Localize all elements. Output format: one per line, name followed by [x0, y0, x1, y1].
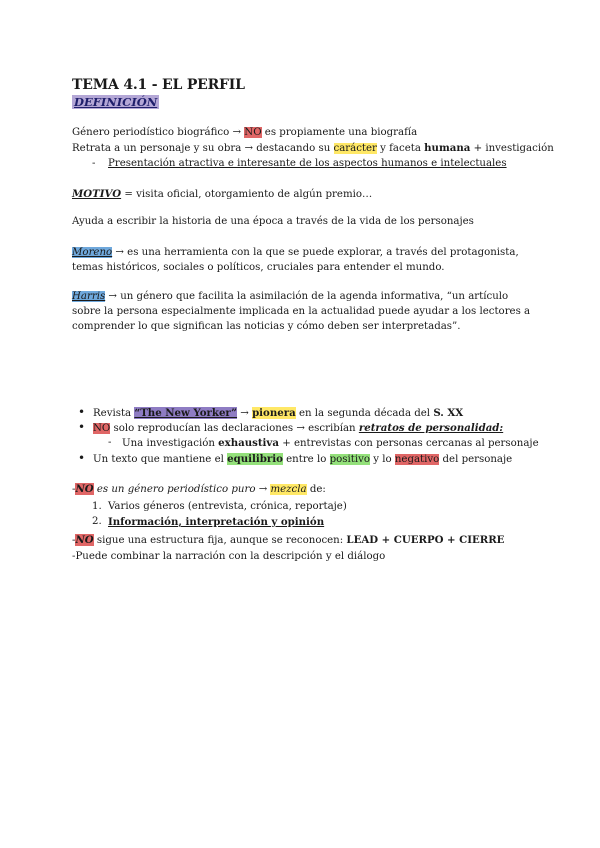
puro-line [72, 482, 326, 497]
text: solo reproducían las declaraciones → escribían [110, 423, 359, 434]
highlight-new-yorker: “The New Yorker” [134, 407, 238, 419]
definition-subpoint: Presentación atractiva e interesante de los aspectos humanos e intelectuales [108, 158, 507, 169]
highlight-mezcla: mezcla [270, 484, 307, 495]
bullet-equilibrio [93, 452, 512, 467]
bold-lead-cuerpo-cierre: LEAD + CUERPO + CIERRE [346, 534, 505, 546]
text: → es una herramienta con la que se puede explorar, a través del protagonista, temas históricos, sociales o políticos, cruciales para entender el mundo. [72, 247, 519, 273]
highlight-pionera: pionera [252, 407, 296, 419]
text: de: [306, 484, 326, 495]
narracion-line: -Puede combinar la narración con la descripción y el diálogo [72, 551, 386, 562]
highlight-negativo: negativo [394, 454, 440, 465]
definition-line-2 [72, 141, 554, 156]
text: → [237, 408, 253, 419]
list-item: Varios géneros (entrevista, crónica, reportaje) [108, 501, 347, 512]
author-harris: Harris [72, 291, 106, 302]
text: y lo [369, 454, 395, 465]
text: es propiamente una biografía [261, 127, 418, 138]
page-title: TEMA 4.1 - EL PERFIL [72, 77, 245, 93]
list-number: 1. [92, 501, 102, 512]
text: - [72, 484, 76, 495]
highlight-positivo: positivo [329, 454, 370, 465]
text: y faceta [376, 143, 425, 154]
text: es un género periodístico puro → [93, 484, 271, 495]
text: + investigación [470, 143, 554, 154]
text: del personaje [439, 454, 513, 465]
ayuda-line: Ayuda a escribir la historia de una época a través de la vida de los personajes [72, 216, 474, 227]
text: Un texto que mantiene el [93, 454, 228, 465]
section-heading-definicion: DEFINICIÓN [74, 95, 158, 109]
bold-humana: humana [424, 142, 471, 154]
list-number: 2. [92, 516, 102, 527]
text: Retrata a un personaje y su obra → destacando su [72, 143, 334, 154]
bullet-subpoint-investigacion [122, 436, 539, 451]
highlight-no: NO [75, 483, 94, 495]
highlight-no: NO [93, 423, 111, 434]
text: Una investigación [122, 438, 219, 449]
definition-line-1 [72, 126, 417, 140]
list-item: Información, interpretación y opinión [108, 516, 325, 528]
text: entre lo [282, 454, 330, 465]
text: sigue una estructura fija, aunque se reconocen: [93, 535, 347, 546]
bullet-dot: • [78, 405, 86, 419]
dash-marker: - [92, 158, 96, 169]
author-moreno: Moreno [72, 247, 113, 258]
dash-marker: - [108, 437, 112, 448]
highlight-no: NO [75, 534, 94, 546]
moreno-paragraph [72, 245, 534, 275]
motivo-label: MOTIVO [72, 188, 122, 200]
highlight-no: NO [244, 127, 262, 138]
bold-sxx: S. XX [433, 407, 464, 419]
bullet-dot: • [78, 451, 86, 465]
text: → un género que facilita la asimilación de la agenda informativa, “un artículo sobre la persona especialmente implicada en la actualidad puede ayudar a los lectores a comprender lo que significan las noticias y cómo deben ser interpretadas”. [72, 291, 531, 332]
harris-paragraph [72, 289, 534, 334]
text: + entrevistas con personas cercanas al personaje [278, 438, 539, 449]
highlight-caracter: carácter [333, 143, 377, 154]
text: Género periodístico biográfico → [72, 127, 245, 138]
text: = visita oficial, otorgamiento de algún premio… [121, 189, 373, 200]
text: Revista [93, 408, 135, 419]
motivo-line [72, 187, 372, 202]
highlight-equilibrio: equilibrio [227, 453, 283, 465]
bullet-retratos [93, 421, 503, 436]
bold-exhaustiva: exhaustiva [218, 437, 279, 449]
bullet-new-yorker [93, 406, 463, 421]
text: en la segunda década del [295, 408, 434, 419]
estructura-line [72, 533, 504, 548]
retratos-personalidad: retratos de personalidad: [358, 422, 504, 434]
bullet-dot: • [78, 420, 86, 434]
text: - [72, 535, 76, 546]
